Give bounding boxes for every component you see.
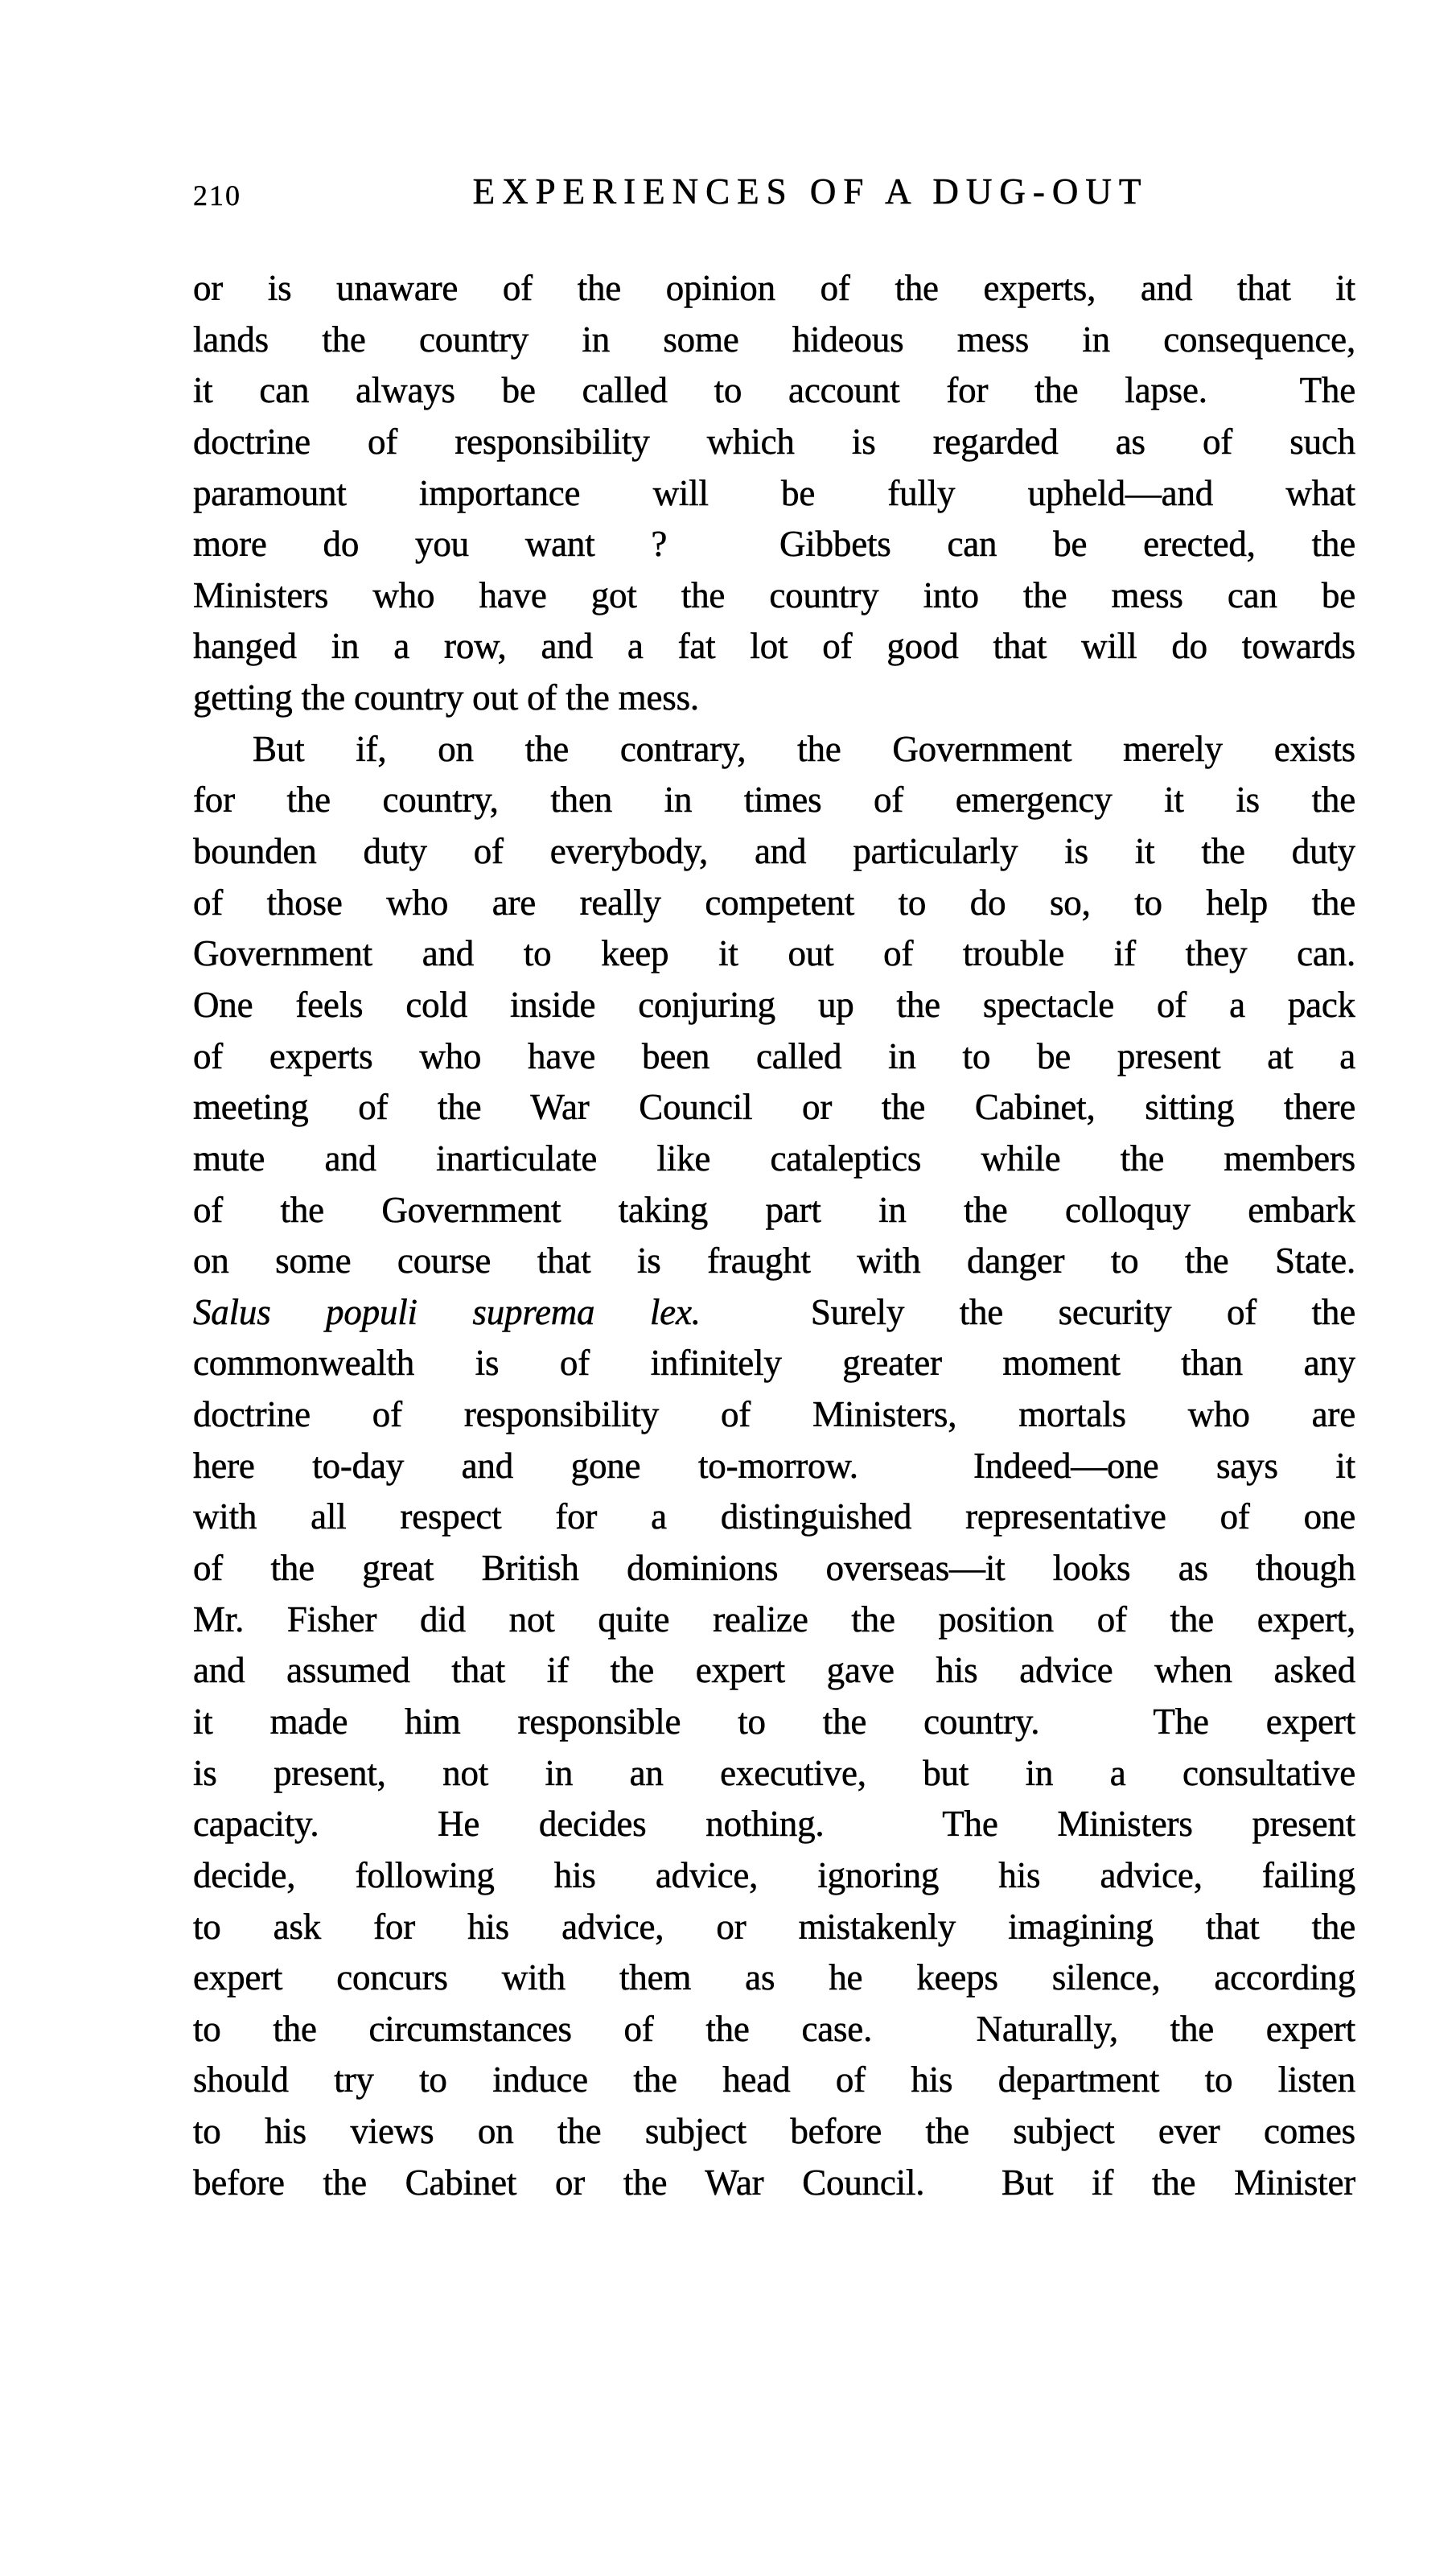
text-line	[193, 570, 1355, 622]
text-line	[193, 1134, 1355, 1185]
text-line-content: expert concurs with them as he keeps silence, according	[193, 1957, 1355, 1998]
text-line-content: of the great British dominions overseas—it looks as though	[193, 1548, 1355, 1589]
text-line	[193, 468, 1355, 520]
text-line-content: it made him responsible to the country. The expert	[193, 1701, 1355, 1742]
text-line-content: paramount importance will be fully upheld—and what	[193, 472, 1355, 513]
text-line	[193, 365, 1355, 417]
text-line	[193, 878, 1355, 929]
text-line	[193, 2158, 1355, 2209]
text-line-content: But if, on the contrary, the Government merely exists	[253, 728, 1355, 769]
text-line-content: lands the country in some hideous mess in consequence,	[193, 319, 1355, 360]
text-line-content: before the Cabinet or the War Council. But if the Minister	[193, 2162, 1355, 2203]
text-line-content: should try to induce the head of his department to listen	[193, 2059, 1355, 2100]
text-line-content: more do you want ? Gibbets can be erected, the	[193, 524, 1355, 565]
text-line	[193, 1185, 1355, 1236]
text-line-content: doctrine of responsibility of Ministers, mortals who are	[193, 1394, 1355, 1435]
page-number: 210	[193, 179, 241, 212]
text-line	[193, 2055, 1355, 2106]
text-line	[193, 621, 1355, 673]
text-line	[193, 1031, 1355, 1083]
text-line	[193, 1287, 1355, 1339]
text-line-content: on some course that is fraught with danger to the State.	[193, 1241, 1355, 1282]
text-line-content: or is unaware of the opinion of the experts, and that it	[193, 268, 1355, 308]
text-line-content: of the Government taking part in the colloquy embark	[193, 1189, 1355, 1230]
text-line-content: commonwealth is of infinitely greater moment than any	[193, 1343, 1355, 1384]
text-line-content: Ministers who have got the country into the mess can be	[193, 574, 1355, 615]
text-line-content: getting the country out of the mess.	[193, 677, 699, 718]
text-line-content: to ask for his advice, or mistakenly imagining that the	[193, 1906, 1355, 1947]
text-line	[193, 417, 1355, 468]
text-line-content: decide, following his advice, ignoring his advice, failing	[193, 1854, 1355, 1895]
text-line-content: it can always be called to account for the lapse. The	[193, 370, 1355, 411]
text-line-content: here to-day and gone to-morrow. Indeed—one says it	[193, 1445, 1355, 1486]
text-line	[193, 1543, 1355, 1594]
text-line	[193, 315, 1355, 366]
running-head	[193, 171, 1355, 219]
text-line-content: is present, not in an executive, but in a consultative	[193, 1752, 1355, 1793]
text-line-content: Government and to keep it out of trouble if they can.	[193, 933, 1355, 974]
text-line	[193, 724, 1355, 776]
text-line-content: bounden duty of everybody, and particularly is it the duty	[193, 831, 1355, 872]
text-line	[193, 1697, 1355, 1748]
text-line	[193, 673, 1355, 724]
text-line-content: hanged in a row, and a fat lot of good that will do towards	[193, 626, 1355, 667]
text-line	[193, 1850, 1355, 1902]
text-line-content: of those who are really competent to do so, to help the	[193, 882, 1355, 923]
italic-phrase: Salus populi suprema lex.	[193, 1291, 701, 1332]
text-line-content: for the country, then in times of emergency it is the	[193, 780, 1355, 821]
text-line	[193, 1799, 1355, 1850]
text-line	[193, 980, 1355, 1031]
text-line-content: doctrine of responsibility which is regarded as of such	[193, 421, 1355, 462]
text-line	[193, 1389, 1355, 1441]
text-line	[193, 1594, 1355, 1646]
text-line-content: capacity. He decides nothing. The Ministers present	[193, 1804, 1355, 1845]
text-line	[193, 519, 1355, 570]
text-line-content: meeting of the War Council or the Cabinet, sitting there	[193, 1087, 1355, 1128]
text-line-content: Mr. Fisher did not quite realize the position of the expert,	[193, 1598, 1355, 1640]
running-header-title: EXPERIENCES OF A DUG-OUT	[472, 171, 1149, 212]
text-line	[193, 1236, 1355, 1287]
text-line-content: Surely the security of the	[700, 1291, 1355, 1332]
text-line	[193, 1952, 1355, 2004]
text-line-content: to his views on the subject before the subject ever comes	[193, 2111, 1355, 2152]
text-line	[193, 1748, 1355, 1800]
text-line	[193, 2106, 1355, 2158]
text-line	[193, 826, 1355, 878]
text-line	[193, 775, 1355, 826]
text-line-content: and assumed that if the expert gave his advice when asked	[193, 1650, 1355, 1691]
text-line-content: with all respect for a distinguished representative of one	[193, 1496, 1355, 1537]
text-line	[193, 1082, 1355, 1134]
text-line	[193, 2004, 1355, 2055]
text-line-content: of experts who have been called in to be present at a	[193, 1035, 1355, 1076]
text-line	[193, 263, 1355, 315]
text-line-content: mute and inarticulate like cataleptics while the members	[193, 1138, 1355, 1179]
text-line-content: One feels cold inside conjuring up the spectacle of a pack	[193, 984, 1355, 1025]
text-line-content: to the circumstances of the case. Naturally, the expert	[193, 2008, 1355, 2049]
text-line	[193, 1492, 1355, 1543]
text-line	[193, 1902, 1355, 1953]
body-text	[193, 263, 1355, 2208]
text-line	[193, 928, 1355, 980]
text-line	[193, 1441, 1355, 1492]
text-line	[193, 1338, 1355, 1389]
text-line	[193, 1645, 1355, 1697]
